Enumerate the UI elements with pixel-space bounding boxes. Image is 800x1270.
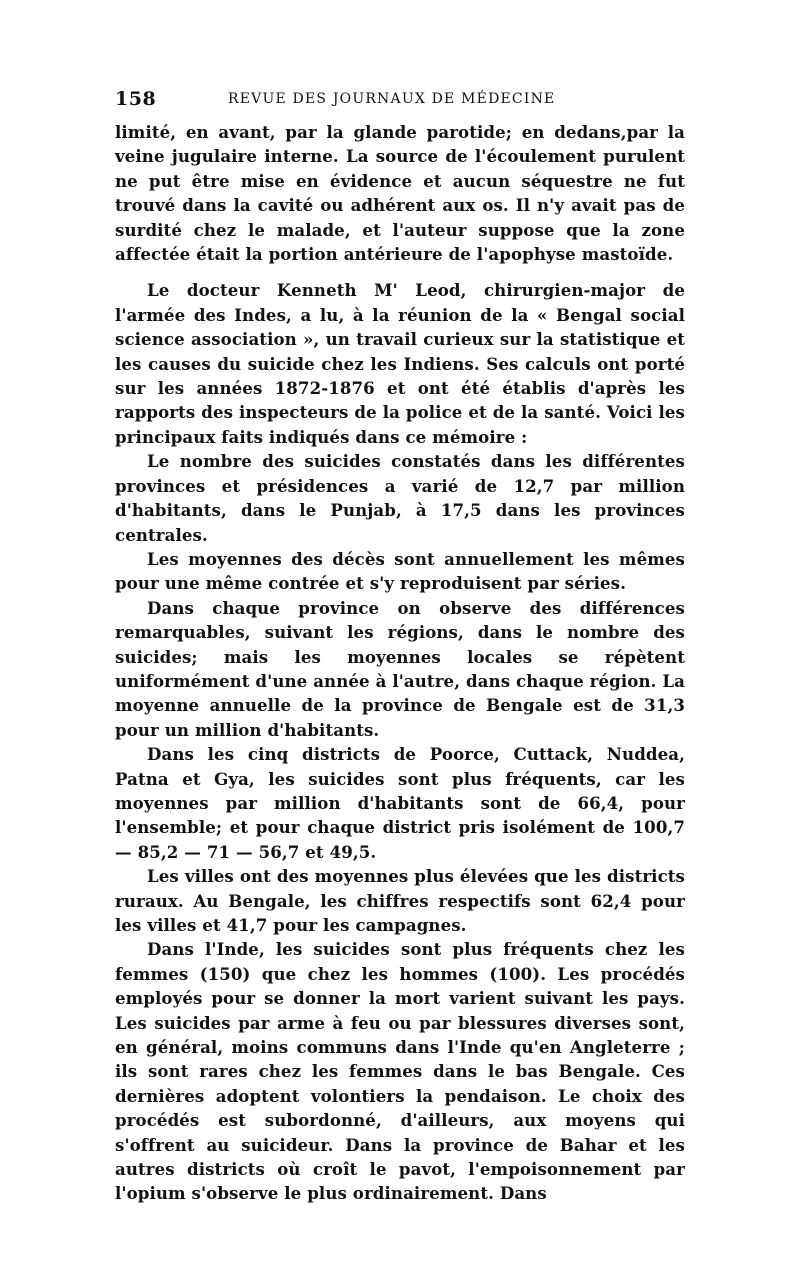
paragraph-continuation: limité, en avant, par la glande parotide; en dedans,par la veine jugulaire interne. La source de l'écoulement purulent ne put être mise en évidence et aucun séquestre ne fut trouvé dans la cavité ou adhérent aux os. Il n'y avait pas de surdité chez le malade, et l'auteur suppose que la zone affectée était la portion antérieure de l'apophyse mastoïde. [115, 122, 685, 265]
paragraph-regions: Dans chaque province on observe des différences remarquables, suivant les régions, dans le nombre des suicides; mais les moyennes locales se répètent uniformément d'une année à l'autre, dans chaque région. La moyenne annuelle de la province de Bengale est de 31,3 pour un million d'habitants. [115, 597, 685, 740]
paragraph-provinces: Le nombre des suicides constatés dans les différentes provinces et présidences a varié de 12,7 par million d'habitants, dans le Punjab, à 17,5 dans les provinces centrales. [115, 451, 685, 545]
body-text [115, 120, 685, 1206]
running-title: REVUE DES JOURNAUX DE MÉDECINE [228, 91, 556, 107]
paragraph-towns: Les villes ont des moyennes plus élevées que les districts ruraux. Au Bengale, les chiffres respectifs sont 62,4 pour les villes et 41,7 pour les campagnes. [115, 866, 685, 935]
running-header [115, 88, 685, 120]
paragraph-methods: Dans l'Inde, les suicides sont plus fréquents chez les femmes (150) que chez les hommes (100). Les procédés employés pour se donner la mort varient suivant les pays. Les suicides par arme à feu ou par blessures diverses sont, en général, moins communs dans l'Inde qu'en Angleterre ; ils sont rares chez les femmes dans le bas Bengale. Ces dernières adoptent volontiers la pendaison. Le choix des procédés est subordonné, d'ailleurs, aux moyens qui s'offrent au suicideur. Dans la province de Bahar et les autres districts où croît le pavot, l'empoisonnement par l'opium s'observe le plus ordinairement. Dans [115, 939, 685, 1204]
paragraph-intro: Le docteur Kenneth M' Leod, chirurgien-major de l'armée des Indes, a lu, à la réunion de la « Bengal social science association », un travail curieux sur la statistique et les causes du suicide chez les Indiens. Ses calculs ont porté sur les années 1872-1876 et ont été établis d'après les rapports des inspecteurs de la police et de la santé. Voici les principaux faits indiqués dans ce mémoire : [115, 280, 685, 447]
document-page [115, 88, 685, 1206]
paragraph-districts: Dans les cinq districts de Poorce, Cuttack, Nuddea, Patna et Gya, les suicides sont plus fréquents, car les moyennes par million d'habitants sont de 66,4, pour l'ensemble; et pour chaque district pris isolément de 100,7 — 85,2 — 71 — 56,7 et 49,5. [115, 744, 685, 862]
page-number: 158 [115, 88, 157, 110]
paragraph-averages: Les moyennes des décès sont annuellement les mêmes pour une même contrée et s'y reproduisent par séries. [115, 548, 685, 594]
